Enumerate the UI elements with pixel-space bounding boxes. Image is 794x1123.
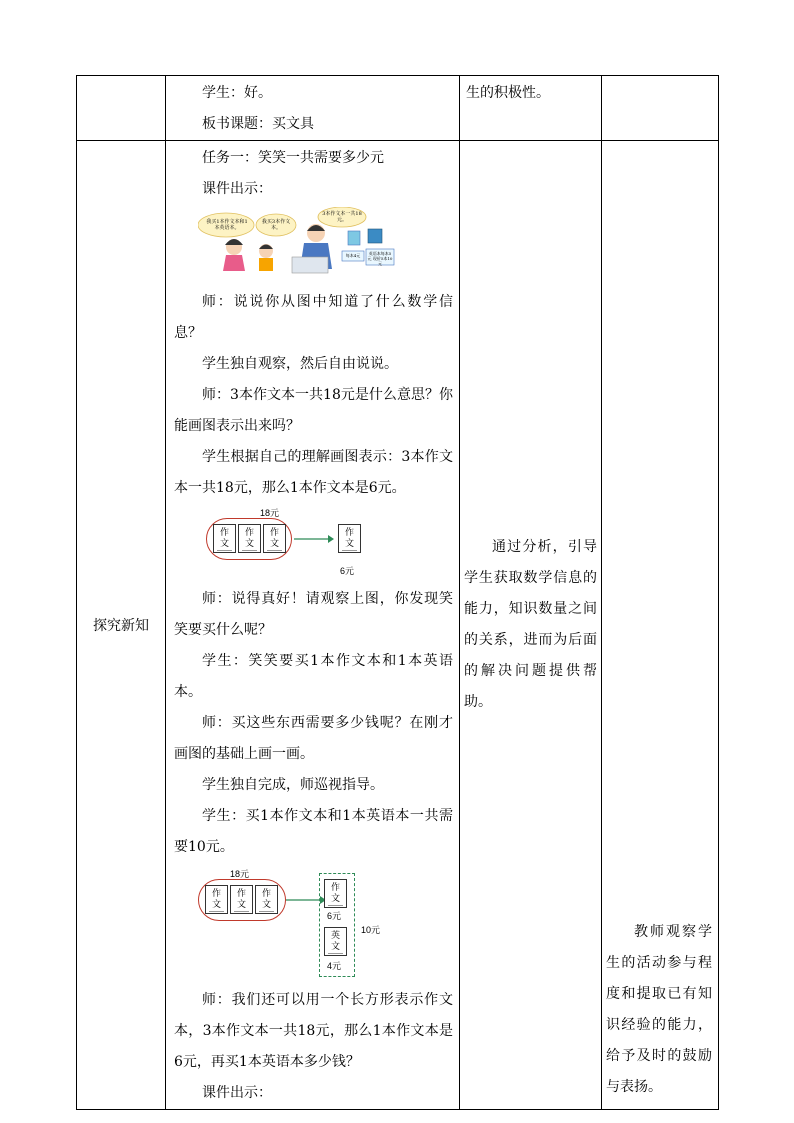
- text-line: 板书课题：买文具: [202, 116, 314, 132]
- diagram-books-total: [198, 867, 418, 985]
- process-cell: [166, 141, 460, 1110]
- speech-bubble-text: 我买1本作文本和1本英语本。: [206, 219, 248, 231]
- book-label: 作文: [328, 883, 343, 906]
- evaluation-text: 教师观察学生的活动参与程度和提取已有知识经验的能力，给予及时的鼓励与表扬。: [606, 924, 712, 1095]
- design-text: 生的积极性。: [466, 85, 550, 101]
- book-label: 作文: [267, 528, 282, 551]
- text-line: 学生根据自己的理解画图表示：3本作文本一共18元，那么1本作文本是6元。: [174, 449, 453, 496]
- book-label: 作文: [234, 889, 249, 912]
- stage-label: 探究新知: [93, 618, 149, 634]
- process-cell: [166, 76, 460, 141]
- total-price-label: 18元: [260, 508, 280, 518]
- text-line: 学生：好。: [202, 85, 272, 101]
- unit-price-label: 6元: [327, 911, 342, 921]
- design-text: 通过分析，引导学生获取数学信息的能力，知识数量之间的关系，进而为后面的解决问题提供帮助。: [464, 539, 597, 710]
- text-line: 学生独自完成，师巡视指导。: [202, 777, 384, 793]
- price-card-text: 每本4元: [345, 253, 361, 258]
- table-row: [77, 141, 719, 1110]
- notebook-icon: [324, 879, 347, 908]
- notebook-icon: [338, 524, 361, 553]
- text-line: 任务一：笑笑一共需要多少元: [202, 150, 384, 166]
- text-line: 师：买这些东西需要多少钱呢？在刚才画图的基础上画一画。: [174, 715, 453, 762]
- text-line: 课件出示：: [202, 1085, 272, 1101]
- total-price-label: 18元: [230, 869, 250, 879]
- notebook-icon: [213, 524, 236, 553]
- unit-price-label: 4元: [327, 961, 342, 971]
- lesson-table: [76, 75, 719, 1110]
- book-label: 作文: [217, 528, 232, 551]
- notebook-icon: [263, 524, 286, 553]
- book-label: 作文: [259, 889, 274, 912]
- evaluation-cell: [602, 141, 719, 1110]
- design-cell: [460, 76, 602, 141]
- speech-bubble-text: 3本作文本一共18元。: [322, 211, 362, 223]
- text-line: 学生：买1本作文本和1本英语本一共需要10元。: [174, 808, 453, 855]
- book-label: 作文: [242, 528, 257, 551]
- arrow-right-icon: [294, 534, 334, 544]
- speech-bubble-text: 我买3本作文本。: [261, 219, 291, 231]
- diagram-three-books: [198, 506, 418, 584]
- book-label: 作文: [342, 528, 357, 551]
- stage-cell-empty: [77, 76, 166, 141]
- unit-price-label: 6元: [340, 566, 355, 576]
- courseware-illustration: [198, 207, 398, 279]
- evaluation-cell-empty: [602, 76, 719, 141]
- design-cell: [460, 141, 602, 1110]
- stage-cell: [77, 141, 166, 1110]
- shopping-scene-image: [198, 207, 398, 279]
- text-line: 师：3本作文本一共18元是什么意思？你能画图表示出来吗？: [174, 387, 453, 434]
- price-card-text: 英语本每本5元 现价5本10元: [367, 251, 393, 266]
- text-line: 课件出示：: [202, 181, 272, 197]
- notebook-icon: [238, 524, 261, 553]
- text-line: 学生独自观察，然后自由说说。: [202, 356, 398, 372]
- notebook-icon: [230, 885, 253, 914]
- table-row: [77, 76, 719, 141]
- text-line: 学生：笑笑要买1本作文本和1本英语本。: [174, 653, 453, 700]
- english-book-icon: [324, 927, 347, 956]
- text-line: 师：说得真好！请观察上图，你发现笑笑要买什么呢？: [174, 591, 453, 638]
- sum-price-label: 10元: [361, 925, 381, 935]
- notebook-icon: [205, 885, 228, 914]
- text-line: 师：我们还可以用一个长方形表示作文本，3本作文本一共18元，那么1本作文本是6元，再买1本英语本多少钱？: [174, 992, 453, 1070]
- book-label: 英文: [328, 931, 343, 954]
- book-label: 作文: [209, 889, 224, 912]
- notebook-icon: [255, 885, 278, 914]
- text-line: 师：说说你从图中知道了什么数学信息？: [174, 294, 453, 341]
